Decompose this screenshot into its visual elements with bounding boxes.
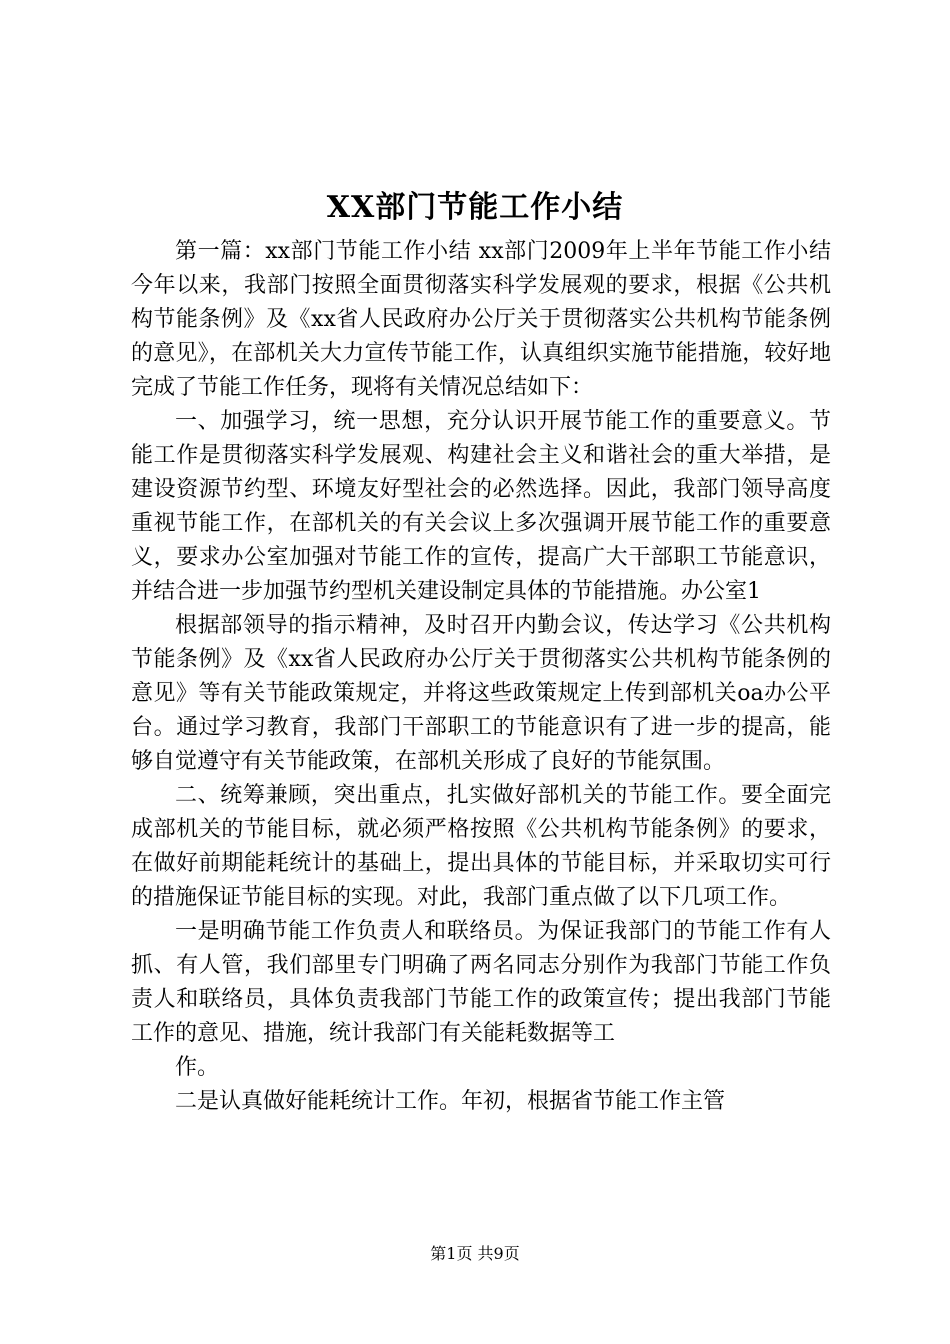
paragraph-intro: 第一篇：xx部门节能工作小结 xx部门2009年上半年节能工作小结今年以来，我部门按照全面贯彻落实科学发展观的要求，根据《公共机构节能条例》及《xx省人民政府办公厅关于贯彻落实公共机构节能条例的意见》，在部机关大力宣传节能工作，认真组织实施节能措施，较好地完成了节能工作任务，现将有关情况总结如下：: [131, 239, 831, 400]
paragraph-fragment: 作。: [175, 1055, 220, 1080]
document-body: [131, 235, 831, 1119]
document-title: XX部门节能工作小结: [326, 190, 624, 225]
paragraph-study: 根据部领导的指示精神，及时召开内勤会议，传达学习《公共机构节能条例》及《xx省人民政府办公厅关于贯彻落实公共机构节能条例的意见》等有关节能政策规定，并将这些政策规定上传到部机关oa办公平台。通过学习教育，我部门干部职工的节能意识有了进一步的提高，能够自觉遵守有关节能政策，在部机关形成了良好的节能氛围。: [131, 613, 831, 774]
paragraph-item-two: 二是认真做好能耗统计工作。年初，根据省节能工作主管: [175, 1089, 726, 1114]
paragraph-section-one: 一、加强学习，统一思想，充分认识开展节能工作的重要意义。节能工作是贯彻落实科学发展观、构建社会主义和谐社会的重大举措，是建设资源节约型、环境友好型社会的必然选择。因此，我部门领导高度重视节能工作，在部机关的有关会议上多次强调开展节能工作的重要意义，要求办公室加强对节能工作的宣传，提高广大干部职工节能意识，并结合进一步加强节约型机关建设制定具体的节能措施。办公室1: [131, 409, 831, 604]
paragraph-section-two: 二、统筹兼顾，突出重点，扎实做好部机关的节能工作。要全面完成部机关的节能目标，就必须严格按照《公共机构节能条例》的要求，在做好前期能耗统计的基础上，提出具体的节能目标，并采取切实可行的措施保证节能目标的实现。对此，我部门重点做了以下几项工作。: [131, 783, 831, 910]
page-footer: 第1页 共9页: [430, 1244, 520, 1263]
paragraph-item-one: 一是明确节能工作负责人和联络员。为保证我部门的节能工作有人抓、有人管，我们部里专门明确了两名同志分别作为我部门节能工作负责人和联络员，具体负责我部门节能工作的政策宣传；提出我部门节能工作的意见、措施，统计我部门有关能耗数据等工: [131, 919, 831, 1046]
